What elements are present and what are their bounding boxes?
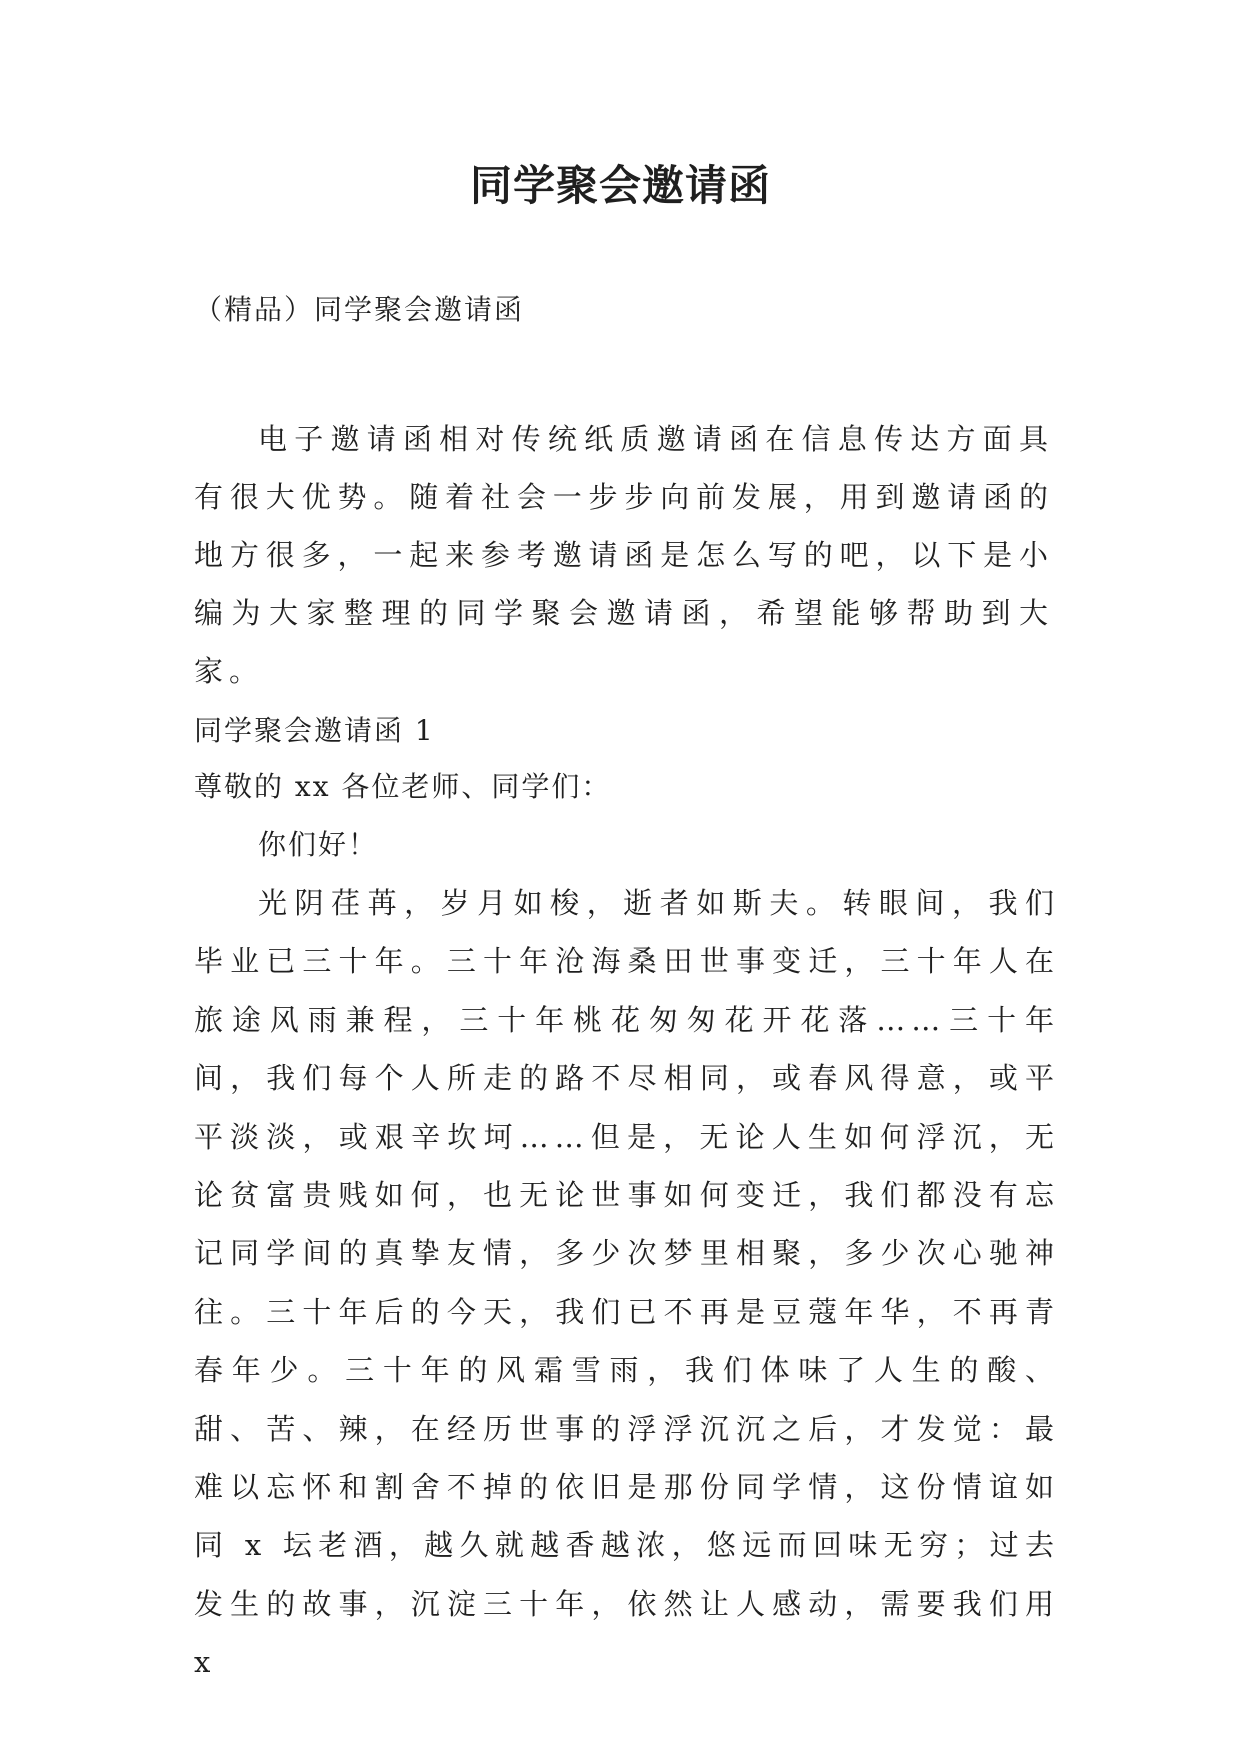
document-title: 同学聚会邀请函 <box>469 161 771 210</box>
intro-paragraph: 电子邀请函相对传统纸质邀请函在信息传达方面具有很大优势。随着社会一步步向前发展，用到邀请函的地方很多，一起来参考邀请函是怎么写的吧，以下是小编为大家整理的同学聚会邀请函，希望能够帮助到大家。 <box>194 422 1054 688</box>
letter-heading: 同学聚会邀请函 1 <box>194 714 435 747</box>
document-subtitle: （精品）同学聚会邀请函 <box>194 293 525 326</box>
letter-body-paragraph: 光阴荏苒，岁月如梭，逝者如斯夫。转眼间，我们毕业已三十年。三十年沧海桑田世事变迁，三十年人在旅途风雨兼程，三十年桃花匆匆花开花落……三十年间，我们每个人所走的路不尽相同，或春风得意，或平平淡淡，或艰辛坎坷……但是，无论人生如何浮沉，无论贫富贵贱如何，也无论世事如何变迁，我们都没有忘记同学间的真挚友情，多少次梦里相聚，多少次心驰神往。三十年后的今天，我们已不再是豆蔻年华，不再青春年少。三十年的风霜雪雨，我们体味了人生的酸、甜、苦、辣，在经历世事的浮浮沉沉之后，才发觉：最难以忘怀和割舍不掉的依旧是那份同学情，这份情谊如同 x 坛老酒，越久就越香越浓，悠远而回味无穷；过去发生的故事，沉淀三十年，依然让人感动，需要我们用 x <box>194 886 1060 1680</box>
letter-salutation: 尊敬的 xx 各位老师、同学们： <box>194 770 612 803</box>
letter-greeting: 你们好！ <box>258 828 379 861</box>
